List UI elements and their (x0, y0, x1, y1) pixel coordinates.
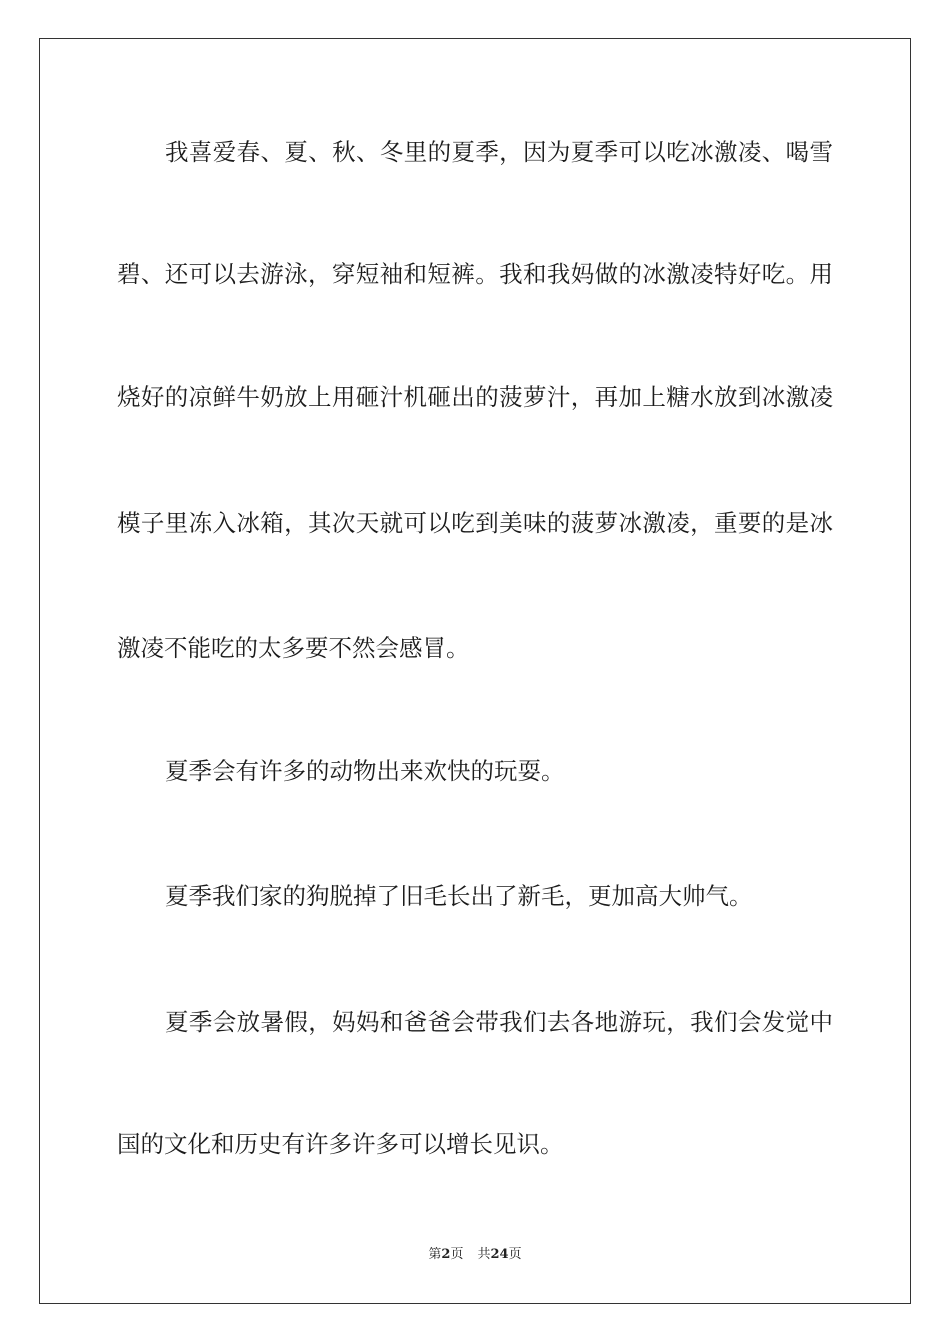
paragraph-1-line-5: 激凌不能吃的太多要不然会感冒。 (117, 634, 470, 662)
page-footer (0, 1246, 950, 1264)
paragraph-4-line-1: 夏季会放暑假，妈妈和爸爸会带我们去各地游玩，我们会发觉中 (165, 1008, 833, 1036)
total-pages-label: 共24页 (477, 1247, 522, 1262)
page-border (39, 38, 911, 1304)
page-number-label: 第2页 (428, 1247, 464, 1262)
paragraph-1-line-4: 模子里冻入冰箱，其次天就可以吃到美味的菠萝冰激凌，重要的是冰 (117, 509, 833, 537)
paragraph-4-line-2: 国的文化和历史有许多许多可以增长见识。 (117, 1130, 564, 1158)
paragraph-1-line-1: 我喜爱春、夏、秋、冬里的夏季，因为夏季可以吃冰激凌、喝雪 (165, 138, 833, 166)
paragraph-1-line-3: 烧好的凉鲜牛奶放上用砸汁机砸出的菠萝汁，再加上糖水放到冰激凌 (117, 383, 833, 411)
paragraph-3: 夏季我们家的狗脱掉了旧毛长出了新毛，更加高大帅气。 (165, 882, 753, 910)
paragraph-2: 夏季会有许多的动物出来欢快的玩耍。 (165, 757, 565, 785)
paragraph-1-line-2: 碧、还可以去游泳，穿短袖和短裤。我和我妈做的冰激凌特好吃。用 (117, 260, 833, 288)
